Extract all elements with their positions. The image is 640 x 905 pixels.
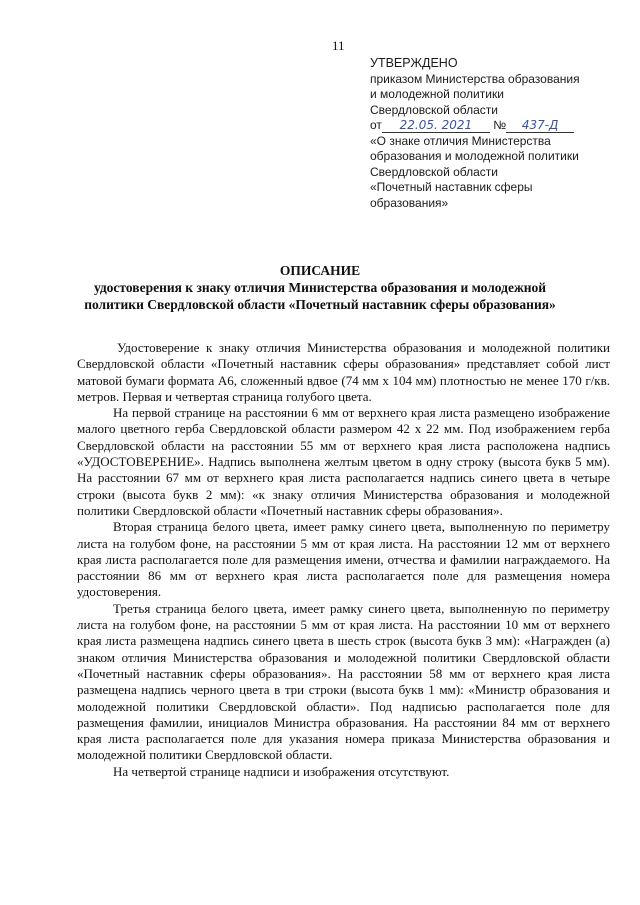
handwritten-date: 22.05. 2021	[399, 118, 473, 132]
order-subject-line: «Почетный наставник сферы	[370, 180, 533, 194]
document-title	[40, 262, 600, 313]
page-number: 11	[332, 38, 345, 53]
body-paragraph: Удостоверение к знаку отличия Министерства образования и молодежной политики Свердловской области «Почетный наставник сферы образования» представляет собой лист матовой бумаги формата А6, сложенный вдвое (74 мм х 104 мм) плотностью не менее 170 г/кв. метров. Первая и четвертая страница голубого цвета.	[77, 340, 610, 404]
order-subject-line: образования и молодежной политики	[370, 149, 579, 163]
approval-line: и молодежной политики	[370, 87, 504, 101]
body-paragraph: Вторая страница белого цвета, имеет рамку синего цвета, выполненную по периметру листа на голубом фоне, на расстоянии 5 мм от края листа. На расстоянии 12 мм от верхнего края листа располагается поле для размещения имени, отчества и фамилии награждаемого. На расстоянии 86 мм от верхнего края листа располагается поле для размещения номера удостоверения.	[77, 519, 610, 600]
approval-line: приказом Министерства образования	[370, 71, 580, 86]
order-date-field	[382, 119, 490, 133]
body-paragraph: На четвертой странице надписи и изображения отсутствуют.	[113, 763, 450, 779]
body-paragraph: Третья страница белого цвета, имеет рамку синего цвета, выполненную по периметру листа на голубом фоне, на расстоянии 5 мм от края листа. На расстоянии 10 мм от верхнего края листа размещена надпись синего цвета в шесть строк (высота букв 3 мм): «Награжден (а) знаком отличия Министерства образования и молодежной политики Свердловской области «Почетный наставник сферы образования». На расстоянии 58 мм от верхнего края листа размещена надпись черного цвета в три строки (высота букв 1 мм): «Министр образования и молодежной политики Свердловской области». Под надписью располагается поле для размещения фамилии, инициалов Министра образования. На расстоянии 84 мм от верхнего края листа располагается поле для указания номера приказа Министерства образования и молодежной политики Свердловской области.	[77, 600, 610, 763]
date-prefix: от	[370, 118, 382, 132]
body-paragraph: На первой странице на расстоянии 6 мм от верхнего края листа размещено изображение малого цветного герба Свердловской области размером 42 х 22 мм. Под изображением герба Свердловской области на расстоянии 55 мм от верхнего края листа расположена надпись «УДОСТОВЕРЕНИЕ». Надпись выполнена желтым цветом в одну строку (высота букв 5 мм). На расстоянии 67 мм от верхнего края листа располагается надпись синего цвета в четыре строки (высота букв 2 мм): «к знаку отличия Министерства образования и молодежной политики Свердловской области «Почетный наставник сферы образования».	[77, 405, 610, 518]
title-subline: политики Свердловской области «Почетный наставник сферы образования»	[84, 297, 556, 312]
document-body	[77, 340, 610, 780]
title-subline: удостоверения к знаку отличия Министерства образования и молодежной	[93, 280, 547, 295]
handwritten-number: 437-Д	[521, 118, 559, 132]
approval-line: Свердловской области	[370, 102, 499, 117]
title-main: ОПИСАНИЕ	[279, 263, 361, 278]
order-subject-line: образования»	[370, 195, 449, 210]
order-subject-line: Свердловской области	[370, 164, 499, 179]
number-sign: №	[493, 118, 507, 132]
order-number-field	[506, 119, 574, 133]
order-subject-line: «О знаке отличия Министерства	[370, 133, 551, 148]
order-date-number-row	[370, 118, 620, 134]
approval-heading: УТВЕРЖДЕНО	[370, 56, 458, 70]
approval-block	[370, 56, 620, 211]
